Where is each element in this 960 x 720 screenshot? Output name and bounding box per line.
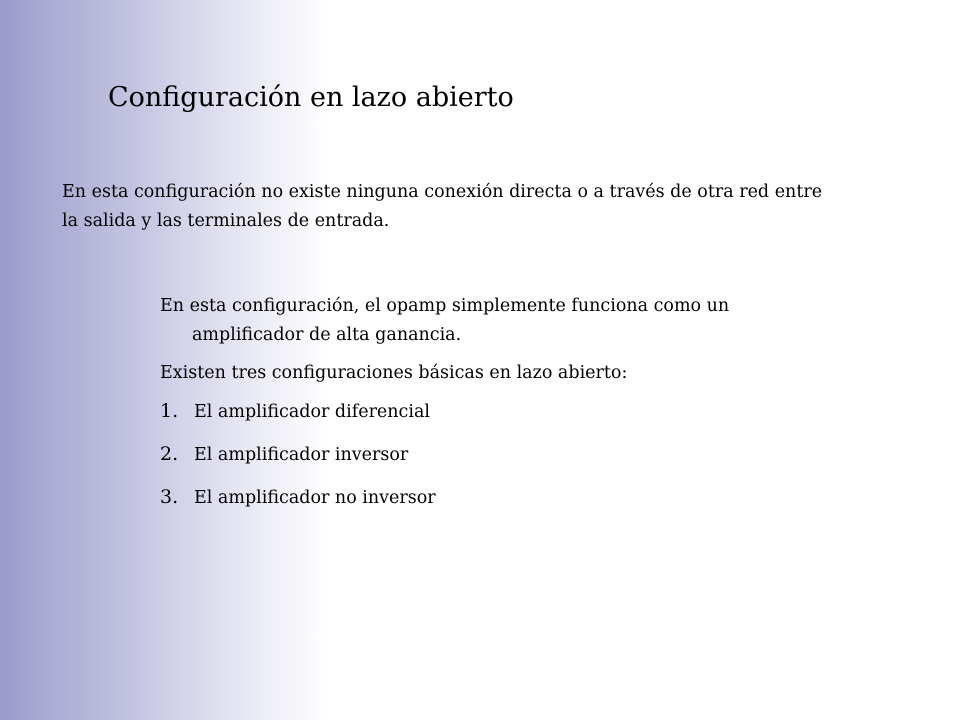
description-paragraph: En esta configuración, el opamp simplemente funciona como un amplificador de alta ganancia. (160, 296, 730, 345)
intro-paragraph: En esta configuración no existe ninguna conexión directa o a través de otra red entre la salida y las terminales de entrada. (62, 182, 823, 231)
content-block (160, 292, 840, 526)
list-item-label: El amplificador diferencial (194, 402, 430, 422)
list-item (160, 440, 840, 483)
list-item-number: 2. (160, 443, 179, 465)
list-item (160, 483, 840, 526)
list-item-label: El amplificador inversor (194, 445, 409, 465)
slide-title: Configuración en lazo abierto (108, 82, 514, 113)
configurations-list (160, 397, 840, 526)
list-item-number: 3. (160, 486, 179, 508)
list-item-number: 1. (160, 400, 179, 422)
list-item-label: El amplificador no inversor (194, 488, 436, 508)
list-item (160, 397, 840, 440)
list-intro-paragraph: Existen tres configuraciones básicas en lazo abierto: (160, 363, 628, 383)
